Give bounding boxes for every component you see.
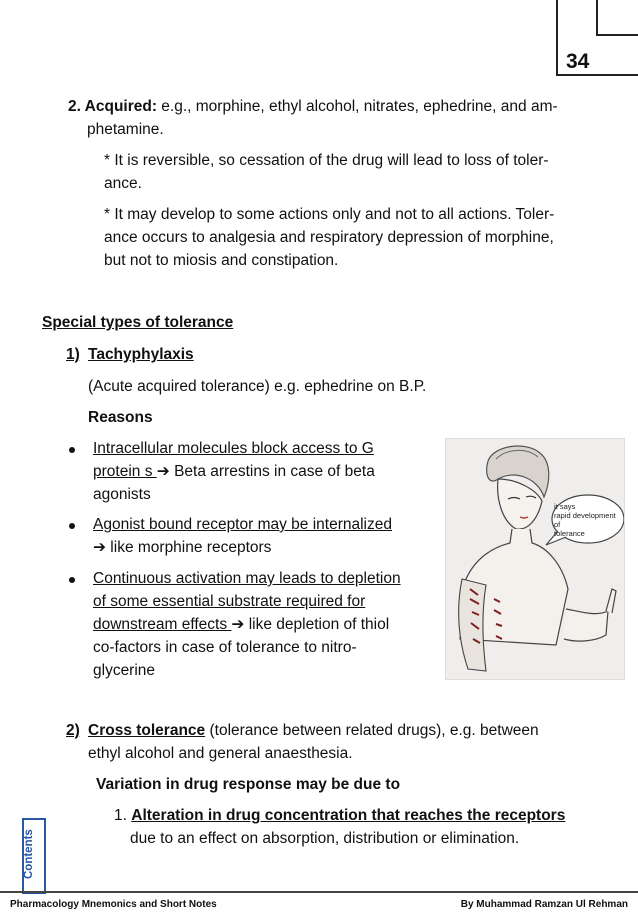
cross-line-1 (88, 720, 539, 742)
acquired-note-1a: * It is reversible, so cessation of the drug will lead to loss of toler- (104, 152, 549, 169)
speech-bubble-text (554, 502, 624, 538)
bubble-line-3: tolerance (554, 529, 585, 538)
cross-rest: (tolerance between related drugs), e.g. between (205, 722, 539, 739)
bullet-1-line-3: agonists (93, 486, 151, 503)
bullet-1-underlined-1: Intracellular molecules block access to G (93, 440, 374, 457)
page-number-frame-left (556, 0, 558, 76)
bullet-3-underlined-3: downstream effects (93, 616, 232, 633)
arrow-icon: ➔ (231, 616, 245, 633)
bullet-3-line-5: glycerine (93, 662, 156, 679)
acquired-note-2c: but not to miosis and constipation. (104, 252, 339, 269)
acquired-note-1b: ance. (104, 175, 142, 192)
cross-title: Cross tolerance (88, 722, 206, 739)
bullet-2-line-2 (93, 537, 271, 559)
bullet-1-line-1 (93, 438, 374, 460)
bullet-dot (69, 523, 75, 529)
arrow-icon: ➔ (156, 463, 170, 480)
woman-sketch-icon (446, 439, 624, 679)
item-1-title: Alteration in drug concentration that reaches the receptors (131, 807, 566, 824)
page-number-corner-vline (596, 0, 598, 36)
item-1-line-1 (114, 805, 565, 827)
page-number: 34 (566, 50, 590, 73)
bullet-2-rest: like morphine receptors (106, 539, 272, 556)
contents-link[interactable]: Contents (23, 829, 35, 879)
acquired-text: e.g., morphine, ethyl alcohol, nitrates, ephedrine, and am- (157, 98, 558, 115)
acquired-note-2b: ance occurs to analgesia and respiratory depression of morphine, (104, 229, 554, 246)
bullet-1-rest: Beta arrestins in case of beta (169, 463, 375, 480)
reasons-label: Reasons (88, 409, 153, 426)
bullet-3-line-3 (93, 614, 389, 636)
tolerance-illustration (445, 438, 625, 680)
bullet-3-underlined-1: Continuous activation may leads to depletion (93, 570, 401, 587)
section-heading: Special types of tolerance (42, 314, 234, 331)
bullet-3-underlined-2: of some essential substrate required for (93, 593, 366, 610)
bullet-2-underlined: Agonist bound receptor may be internalized (93, 516, 392, 533)
tachy-desc: (Acute acquired tolerance) e.g. ephedrine on B.P. (88, 378, 427, 395)
bullet-dot (69, 447, 75, 453)
tachy-title: Tachyphylaxis (88, 346, 194, 363)
page-number-corner-hline (596, 34, 638, 36)
cross-line-2: ethyl alcohol and general anaesthesia. (88, 745, 353, 762)
acquired-label: 2. Acquired: (68, 98, 157, 115)
item-1-number: 1. (114, 807, 127, 824)
footer-divider (0, 891, 638, 893)
bubble-line-1: it says (554, 502, 576, 511)
acquired-line-2: phetamine. (87, 121, 164, 138)
acquired-line-1 (68, 96, 558, 118)
item-1-line-2: due to an effect on absorption, distribution or elimination. (130, 830, 520, 847)
bullet-3-line-2 (93, 591, 365, 613)
footer-book-title: Pharmacology Mnemonics and Short Notes (10, 899, 217, 910)
bullet-dot (69, 577, 75, 583)
tachy-number: 1) (66, 346, 80, 363)
bullet-3-line-1 (93, 568, 401, 590)
bullet-1-line-2 (93, 461, 375, 483)
acquired-note-2a: * It may develop to some actions only and not to all actions. Toler- (104, 206, 555, 223)
bullet-3-rest: like depletion of thiol (244, 616, 390, 633)
bubble-line-2: rapid development of (554, 511, 616, 529)
bullet-1-underlined-2: protein s (93, 463, 157, 480)
footer-author: By Muhammad Ramzan Ul Rehman (460, 899, 628, 910)
page-number-frame-bottom (556, 74, 638, 76)
bullet-3-line-4: co-factors in case of tolerance to nitro- (93, 639, 357, 656)
cross-number: 2) (66, 722, 80, 739)
bullet-2-line-1 (93, 514, 392, 536)
arrow-icon: ➔ (93, 539, 106, 556)
variation-heading: Variation in drug response may be due to (96, 776, 401, 793)
